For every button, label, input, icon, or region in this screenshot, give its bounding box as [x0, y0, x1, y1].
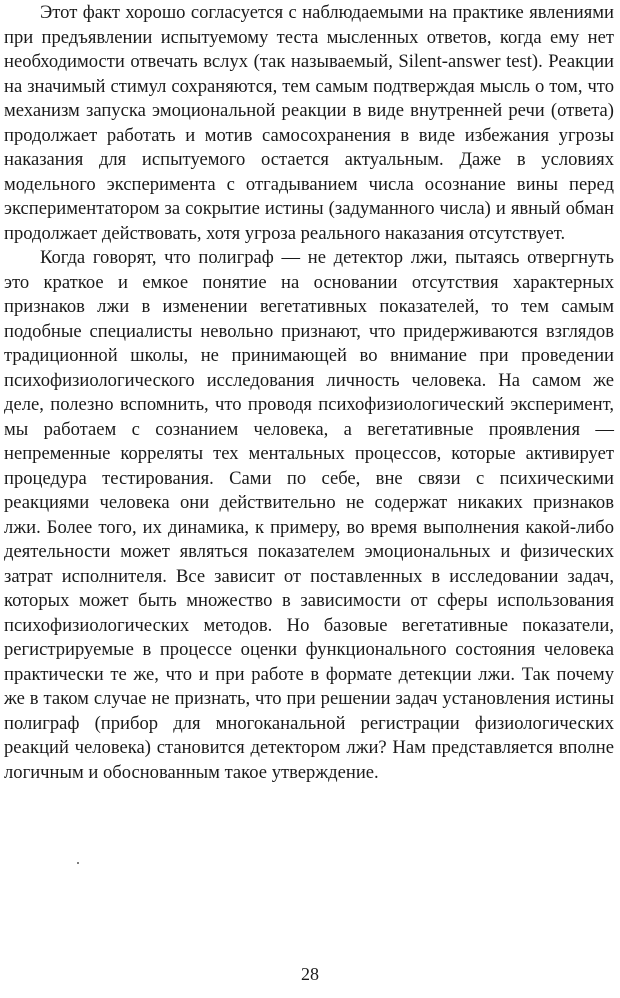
page-number: 28	[301, 964, 319, 984]
paragraph-2: Когда говорят, что полиграф — не детектор лжи, пытаясь отвергнуть это краткое и емкое понятие на основании отсутствия характерных признаков лжи в изменении вегетативных показателей, то тем самым подобные специалисты невольно признают, что придерживаются взглядов традиционной школы, не принимающей во внимание при проведении психофизиологического исследования личность человека. На самом же деле, полезно вспомнить, что проводя психофизиологический эксперимент, мы работаем с сознанием человека, а вегетативные проявления — непременные корреляты тех ментальных процессов, которые активирует процедура тестирования. Сами по себе, вне связи с психическими реакциями человека они действительно не содержат никаких признаков лжи. Более того, их динамика, к примеру, во время выполнения какой-либо деятельности может являться показателем эмоциональных и физических затрат исполнителя. Все зависит от поставленных в исследовании задач, которых может быть множество в зависимости от сферы использования психофизиологических методов. Но базовые вегетативные показатели, регистрируемые в процессе оценки функционального состояния человека практически те же, что и при работе в формате детекции лжи. Так почему же в таком случае не признать, что при решении задач установления истины полиграф (прибор для многоканальной регистрации физиологических реакций человека) становится детектором лжи? Нам представляется вполне логичным и обоснованным такое утверждение.	[4, 247, 614, 783]
body-text	[4, 1, 614, 785]
scan-speck	[77, 862, 79, 864]
paragraph-1: Этот факт хорошо согласуется с наблюдаемыми на практике явлениями при предъявлении испытуемому теста мысленных ответов, когда ему нет необходимости отвечать вслух (так называемый, Silent-answer test). Реакции на значимый стимул сохраняются, тем самым подтверждая мысль о том, что механизм запуска эмоциональной реакции в виде внутренней речи (ответа) продолжает работать и мотив самосохранения в виде избежания угрозы наказания для испытуемого остается актуальным. Даже в условиях модельного эксперимента с отгадыванием числа осознание вины перед экспериментатором за сокрытие истины (задуманного числа) и явный обман продолжает действовать, хотя угроза реального наказания отсутствует.	[4, 2, 614, 244]
